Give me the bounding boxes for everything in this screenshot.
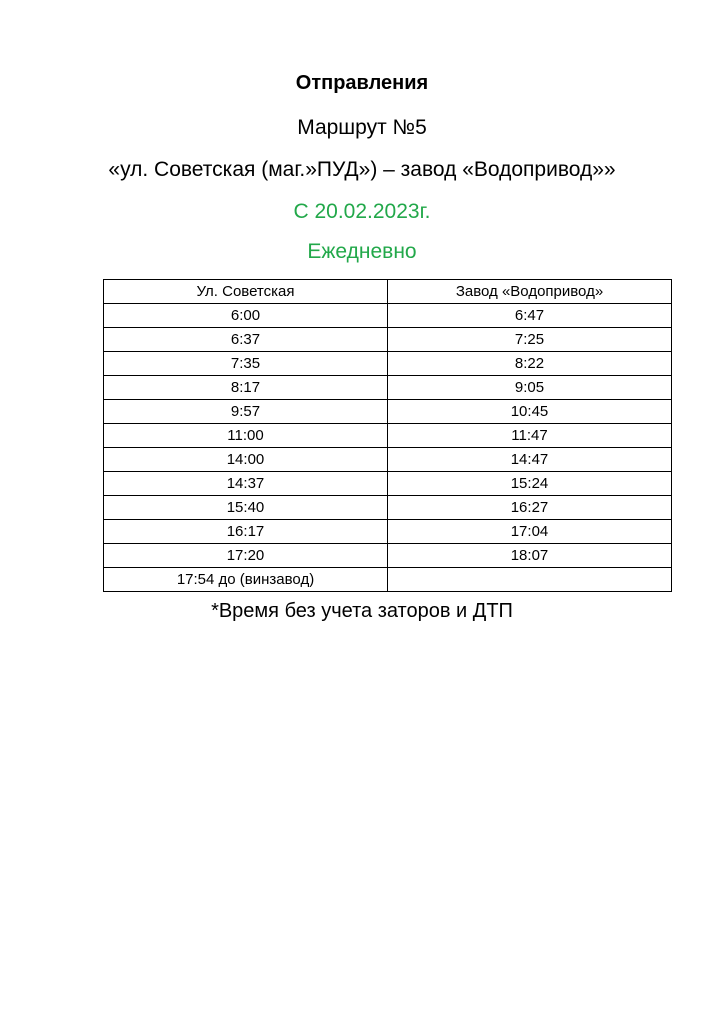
table-row	[104, 568, 672, 592]
departure-vodoprivod: 15:24	[388, 472, 672, 496]
departure-sovetskaya: 8:17	[104, 376, 388, 400]
column-header-vodoprivod: Завод «Водопривод»	[388, 280, 672, 304]
table-row	[104, 400, 672, 424]
departure-sovetskaya: 7:35	[104, 352, 388, 376]
table-row	[104, 376, 672, 400]
departure-sovetskaya: 16:17	[104, 520, 388, 544]
departure-sovetskaya: 15:40	[104, 496, 388, 520]
departure-vodoprivod: 7:25	[388, 328, 672, 352]
departure-sovetskaya: 17:54 до (винзавод)	[104, 568, 388, 592]
departure-sovetskaya: 14:37	[104, 472, 388, 496]
table-row	[104, 448, 672, 472]
frequency-label: Ежедневно	[307, 240, 417, 263]
departure-sovetskaya: 9:57	[104, 400, 388, 424]
table-row	[104, 544, 672, 568]
table-row	[104, 472, 672, 496]
route-number: Маршрут №5	[297, 116, 427, 139]
departure-sovetskaya: 6:37	[104, 328, 388, 352]
table-row	[104, 496, 672, 520]
page-title: Отправления	[295, 72, 429, 94]
footnote: *Время без учета заторов и ДТП	[211, 600, 513, 622]
table-row	[104, 520, 672, 544]
departure-vodoprivod: 17:04	[388, 520, 672, 544]
departure-vodoprivod	[388, 568, 672, 592]
departure-sovetskaya: 17:20	[104, 544, 388, 568]
departure-vodoprivod: 9:05	[388, 376, 672, 400]
departure-sovetskaya: 14:00	[104, 448, 388, 472]
departure-vodoprivod: 6:47	[388, 304, 672, 328]
departure-vodoprivod: 11:47	[388, 424, 672, 448]
departure-vodoprivod: 10:45	[388, 400, 672, 424]
departure-vodoprivod: 14:47	[388, 448, 672, 472]
departure-vodoprivod: 8:22	[388, 352, 672, 376]
column-header-sovetskaya: Ул. Советская	[104, 280, 388, 304]
schedule-table	[103, 279, 672, 592]
departure-sovetskaya: 6:00	[104, 304, 388, 328]
departure-vodoprivod: 16:27	[388, 496, 672, 520]
departure-vodoprivod: 18:07	[388, 544, 672, 568]
route-names: «ул. Советская (маг.»ПУД») – завод «Водопривод»»	[108, 158, 616, 181]
table-row	[104, 304, 672, 328]
table-header-row	[104, 280, 672, 304]
table-row	[104, 424, 672, 448]
table-row	[104, 352, 672, 376]
valid-from-date: С 20.02.2023г.	[293, 200, 431, 223]
departure-sovetskaya: 11:00	[104, 424, 388, 448]
table-row	[104, 328, 672, 352]
